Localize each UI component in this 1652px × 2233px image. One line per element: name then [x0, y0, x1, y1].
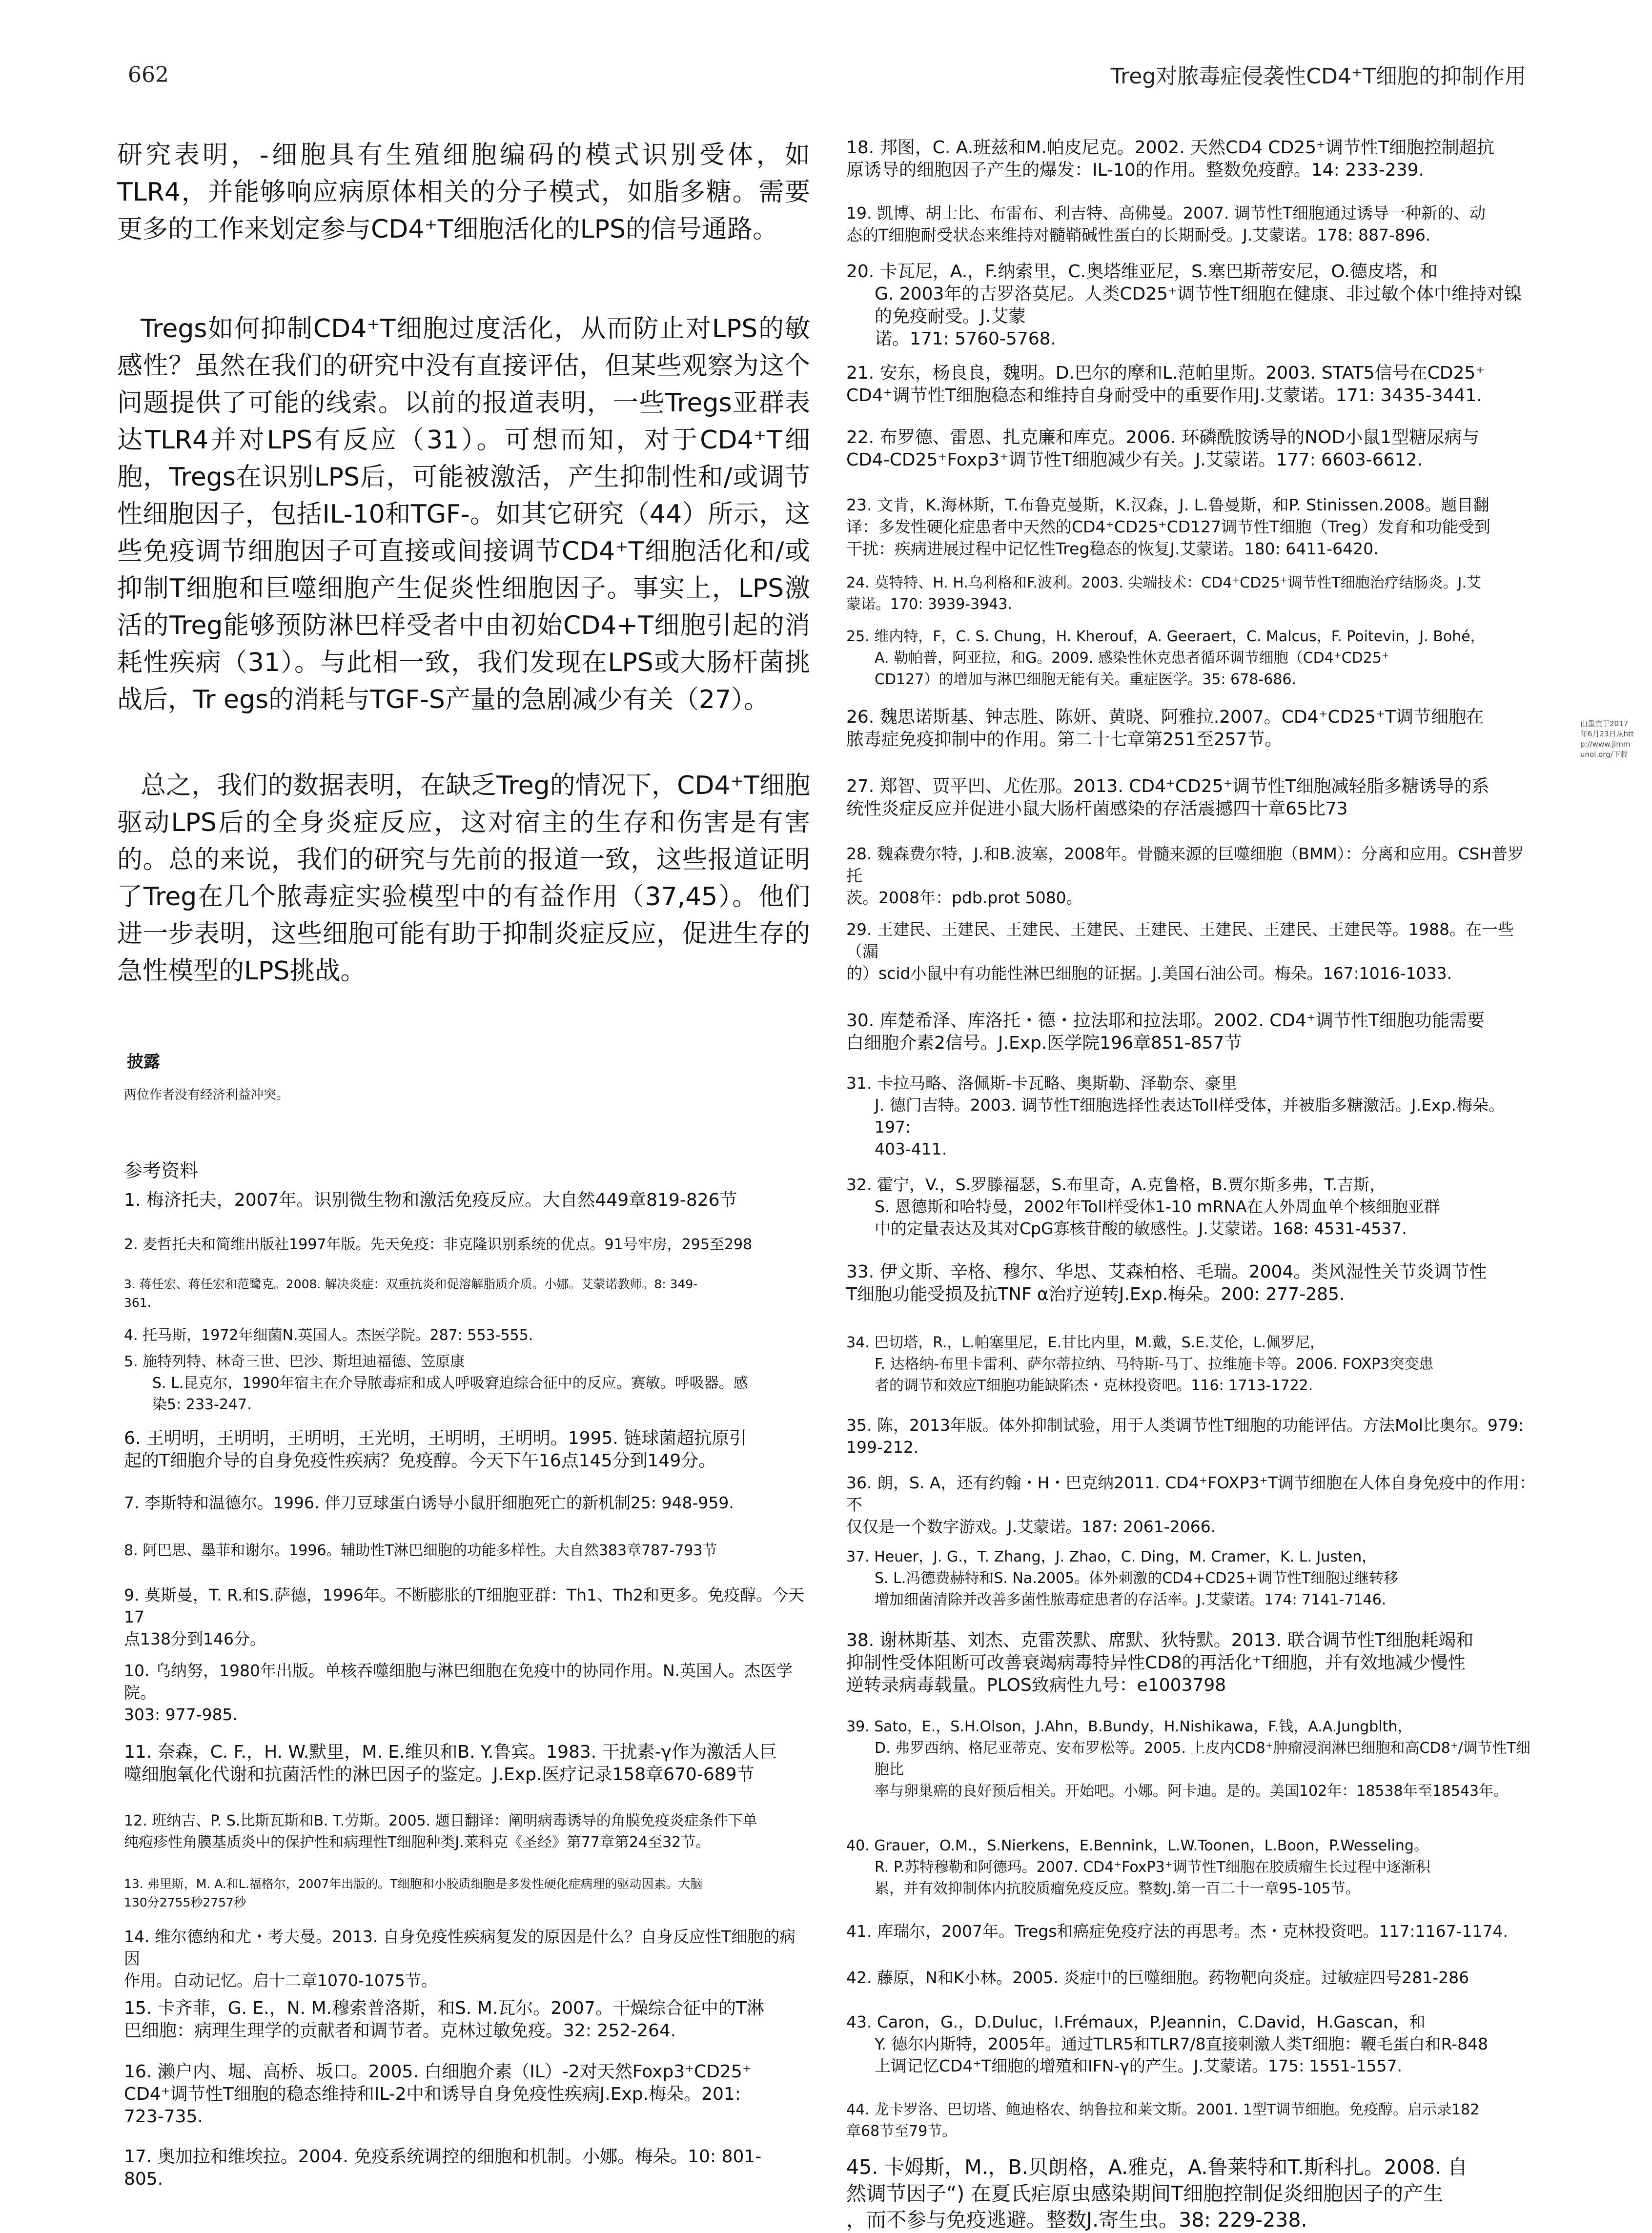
reference-item	[846, 2154, 1537, 2233]
reference-item	[124, 1427, 810, 1472]
reference-line: 起的T细胞介导的自身免疫性疾病？免疫醇。今天下午16点145分到149分。	[124, 1451, 716, 1471]
reference-line: 干扰：疾病进展过程中记忆性Treg稳态的恢复J.艾蒙诺。180: 6411-6420.	[846, 539, 1379, 558]
reference-line: 805.	[124, 2169, 163, 2189]
reference-line: 上调记忆CD4⁺T细胞的增殖和IFN-γ的产生。J.艾蒙诺。175: 1551-1557.	[875, 2056, 1403, 2075]
reference-item	[124, 1540, 810, 1562]
reference-line: 38. 谢林斯基、刘杰、克雷茨默、席默、狄特默。2013. 联合调节性T细胞耗竭和	[846, 1630, 1474, 1650]
left-column	[117, 137, 810, 2191]
reference-line: 723-735.	[124, 2107, 203, 2127]
reference-line: 31. 卡拉马略、洛佩斯-卡瓦略、奥斯勒、泽勒奈、豪里	[846, 1074, 1237, 1093]
reference-item	[846, 137, 1537, 182]
reference-line: 统性炎症反应并促进小鼠大肠杆菌感染的存活震撼四十章65比73	[846, 799, 1348, 819]
body-paragraph-2: Tregs如何抑制CD4⁺T细胞过度活化，从而防止对LPS的敏感性？虽然在我们的研究中没有直接评估，但某些观察为这个问题提供了可能的线索。以前的报道表明，一些Tregs亚群表达TLR4并对LPS有反应（31）。可想而知，对于CD4⁺T细胞，Tregs在识别LPS后，可能被激活，产生抑制性和/或调节性细胞因子，包括IL-10和TGF-。如其它研究（44）所示，这些免疫调节细胞因子可直接或间接调节CD4⁺T细胞活化和/或抑制T细胞和巨噬细胞产生促炎性细胞因子。事实上，LPS激活的Treg能够预防淋巴样受者中由初始CD4+T细胞引起的消耗性疾病（31）。与此相一致，我们发现在LPS或大肠杆菌挑战后，Tr egs的消耗与TGF-S产量的急剧减少有关（27）。	[117, 314, 810, 714]
reference-line: S. L.昆克尔，1990年宿主在介导脓毒症和成人呼吸窘迫综合征中的反应。赛敏。呼吸器。感	[152, 1375, 748, 1392]
reference-line: 44. 龙卡罗洛、巴切塔、鲍迪格农、纳鲁拉和莱文斯。2001. 1型T调节细胞。免疫醇。启示录182	[846, 2101, 1480, 2118]
reference-line: 361.	[124, 1296, 151, 1310]
reference-line: J. 德门吉特。2003. 调节性T细胞选择性表达Toll样受体，并被脂多糖激活。J.Exp.梅朵。197:	[875, 1096, 1505, 1137]
reference-line: CD127）的增加与淋巴细胞无能有关。重症医学。35: 678-686.	[875, 671, 1297, 688]
running-title: Treg对脓毒症侵袭性CD4⁺T细胞的抑制作用	[1110, 64, 1526, 89]
reference-line: 抑制性受体阻断可改善衰竭病毒特异性CD8的再活化⁺T细胞，并有效地减少慢性	[846, 1653, 1466, 1673]
reference-item	[846, 362, 1537, 407]
reference-line: 36. 朗，S. A，还有约翰・H・巴克纳2011. CD4⁺FOXP3⁺T调节细胞在人体自身免疫中的作用：不	[846, 1473, 1536, 1514]
page-number: 662	[128, 62, 169, 87]
reference-item	[846, 1546, 1537, 1611]
reference-line: 作用。自动记忆。启十二章1070-1075节。	[124, 1971, 437, 1990]
reference-line: 20. 卡瓦尼，A.，F.纳索里，C.奥塔维亚尼，S.塞巴斯蒂安尼，O.德皮塔，和	[846, 262, 1438, 282]
reference-line: 13. 弗里斯，M. A.和L.福格尔，2007年出版的。T细胞和小胶质细胞是多发性硬化症病理的驱动因素。大脑	[124, 1877, 703, 1891]
reference-item	[846, 843, 1537, 909]
reference-line: 18. 邦图，C. A.班兹和M.帕皮尼克。2002. 天然CD4 CD25⁺调节性T细胞控制超抗	[846, 138, 1495, 158]
reference-line: 8. 阿巴思、墨菲和谢尔。1996。辅助性T淋巴细胞的功能多样性。大自然383章787-793节	[124, 1542, 717, 1559]
disclosure-text: 两位作者没有经济利益冲突。	[124, 1088, 289, 1102]
reference-line: 303: 977-985.	[124, 1705, 238, 1724]
reference-line: 4. 托马斯，1972年细菌N.英国人。杰医学院。287: 553-555.	[124, 1327, 533, 1344]
reference-line: 41. 库瑞尔，2007年。Tregs和癌症免疫疗法的再思考。杰・克林投资吧。117:1167-1174.	[846, 1922, 1509, 1941]
reference-line: 23. 文肯，K.海林斯，T.布鲁克曼斯，K.汉森，J. L.鲁曼斯，和P. Stinissen.2008。题目翻	[846, 495, 1489, 514]
reference-line: 章68节至79节。	[846, 2123, 957, 2140]
reference-item	[124, 1997, 810, 2042]
reference-line: A. 勒帕普，阿亚拉，和G。2009. 感染性休克患者循环调节细胞（CD4⁺CD25⁺	[875, 650, 1389, 667]
reference-line: S. 恩德斯和哈特曼，2002年Toll样受体1-10 mRNA在人外周血单个核细胞亚群	[875, 1197, 1440, 1216]
reference-item	[846, 918, 1537, 984]
reference-line: 29. 王建民、王建民、王建民、王建民、王建民、王建民、王建民、王建民等。1988。在一些（漏	[846, 920, 1514, 961]
download-note: 由墨宜于2017年6月23日从http://www.jimmunol.org/下载	[1580, 719, 1634, 759]
reference-line: 39. Sato，E.，S.H.Olson，J.Ahn，B.Bundy，H.Nishikawa，F.钱，A.A.Jungblth，	[846, 1718, 1412, 1735]
reference-line: ，而不参与免疫逃避。整数J.寄生虫。38: 229-238.	[846, 2208, 1307, 2232]
reference-item	[846, 1967, 1537, 1989]
reference-line: 40. Grauer，O.M.，S.Nierkens，E.Bennink，L.W.Toonen，L.Boon，P.Wesseling。	[846, 1837, 1428, 1854]
reference-item	[846, 1414, 1537, 1458]
reference-line: G. 2003年的吉罗洛莫尼。人类CD25⁺调节性T细胞在健康、非过敏个体中维持对镍的免疫耐受。J.艾蒙	[875, 284, 1522, 326]
reference-line: 者的调节和效应T细胞功能缺陷杰・克林投资吧。116: 1713-1722.	[875, 1377, 1313, 1394]
reference-line: T细胞功能受损及抗TNF α治疗逆转J.Exp.梅朵。200: 277-285.	[846, 1284, 1345, 1304]
reference-line: 6. 王明明，王明明，王明明，王光明，王明明，王明明。1995. 链球菌超抗原引	[124, 1428, 747, 1448]
reference-item	[846, 1716, 1537, 1802]
reference-line: CD4⁺调节性T细胞的稳态维持和IL-2中和诱导自身免疫性疾病J.Exp.梅朵。201:	[124, 2084, 741, 2104]
reference-item	[124, 1810, 810, 1853]
reference-line: 2. 麦哲托夫和简维出版社1997年版。先天免疫：非克隆识别系统的优点。91号牢房，295至298	[124, 1236, 753, 1253]
reference-item	[124, 1325, 810, 1346]
disclosure-heading: 披露	[127, 1052, 160, 1072]
reference-item	[124, 1875, 810, 1912]
reference-line: 37. Heuer，J. G.，T. Zhang，J. Zhao，C. Ding，M. Cramer，K. L. Justen，	[846, 1548, 1377, 1565]
reference-item	[846, 494, 1537, 560]
reference-item	[124, 1660, 810, 1726]
reference-item	[846, 2011, 1537, 2077]
reference-item	[846, 1472, 1537, 1538]
reference-line: 白细胞介素2信号。J.Exp.医学院196章851-857节	[846, 1033, 1242, 1053]
right-column	[839, 137, 1537, 2233]
reference-line: 原诱导的细胞因子产生的爆发：IL-10的作用。整数免疫醇。14: 233-239.	[846, 160, 1425, 180]
reference-line: 巴细胞：病理生理学的贡献者和调节者。克林过敏免疫。32: 252-264.	[124, 2021, 676, 2041]
reference-item	[124, 1275, 810, 1312]
reference-list-right	[839, 137, 1537, 2233]
reference-line: D. 弗罗西纳、格尼亚蒂克、安布罗松等。2005. 上皮内CD8⁺肿瘤浸润淋巴细胞和高CD8⁺/调节性T细胞比	[875, 1740, 1530, 1778]
reference-line: 32. 霍宁，V.，S.罗滕福瑟，S.布里奇，A.克鲁格，B.贾尔斯多弗，T.吉斯，	[846, 1175, 1386, 1194]
reference-line: S. L.冯德费赫特和S. Na.2005。体外刺激的CD4+CD25+调节性T细胞过继转移	[875, 1570, 1399, 1587]
reference-line: 15. 卡齐菲，G. E.，N. M.穆索普洛斯，和S. M.瓦尔。2007。干燥综合征中的T淋	[124, 1998, 764, 2018]
reference-line: 5. 施特列特、林奇三世、巴沙、斯坦迪福德、笠原康	[124, 1353, 465, 1370]
reference-line: 态的T细胞耐受状态来维持对髓鞘碱性蛋白的长期耐受。J.艾蒙诺。178: 887-896.	[846, 225, 1431, 244]
reference-item	[124, 1234, 810, 1256]
reference-line: 点138分到146分。	[124, 1629, 266, 1648]
reference-line: 然调节因子“) 在夏氏疟原虫感染期间T细胞控制促炎细胞因子的产生	[846, 2182, 1444, 2205]
reference-line: 43. Caron，G.，D.Duluc，I.Frémaux，P.Jeannin，C.David，H.Gascan，和	[846, 2012, 1426, 2031]
reference-line: 蒙诺。170: 3939-3943.	[846, 596, 1012, 613]
reference-line: 染5: 233-247.	[152, 1396, 252, 1413]
reference-line: 130分2755秒2757秒	[124, 1895, 246, 1909]
reference-line: 诺。171: 5760-5768.	[875, 329, 1056, 349]
reference-line: 中的定量表达及其对CpG寡核苷酸的敏感性。J.艾蒙诺。168: 4531-4537.	[875, 1219, 1407, 1238]
reference-line: 26. 魏思诺斯基、钟志胜、陈妍、黄晓、阿雅拉.2007。CD4⁺CD25⁺T调节细胞在	[846, 707, 1484, 727]
reference-line: F. 达格纳-布里卡雷利、萨尔蒂拉纳、马特斯-马丁、拉维施卡等。2006. FOXP3突变患	[875, 1356, 1434, 1373]
reference-line: 28. 魏森费尔特，J.和B.波塞，2008年。骨髓来源的巨噬细胞（BMM）：分离和应用。CSH普罗托	[846, 844, 1524, 885]
reference-item	[846, 572, 1537, 615]
reference-line: 21. 安东，杨良良，魏明。D.巴尔的摩和L.范帕里斯。2003. STAT5信号在CD25⁺	[846, 363, 1485, 383]
reference-line: 1. 梅济托夫，2007年。识别微生物和激活免疫反应。大自然449章819-826节	[124, 1190, 737, 1210]
references-heading: 参考资料	[124, 1160, 199, 1181]
reference-line: CD4⁺调节性T细胞稳态和维持自身耐受中的重要作用J.艾蒙诺。171: 3435-3441.	[846, 386, 1482, 406]
reference-line: 累，并有效抑制体内抗胶质瘤免疫反应。整数J.第一百二十一章95-105节。	[875, 1880, 1360, 1897]
reference-line: 22. 布罗德、雷恩、扎克廉和库克。2006. 环磷酰胺诱导的NOD小鼠1型糖尿病与	[846, 427, 1480, 447]
reference-item	[124, 1189, 810, 1212]
reference-item	[124, 1584, 810, 1650]
reference-item	[124, 1926, 810, 1991]
reference-line: 7. 李斯特和温德尔。1996. 伴刀豆球蛋白诱导小鼠肝细胞死亡的新机制25: 948-959.	[124, 1493, 734, 1512]
reference-line: 的）scid小鼠中有功能性淋巴细胞的证据。J.美国石油公司。梅朵。167:1016-1033.	[846, 964, 1452, 983]
reference-item	[846, 626, 1537, 690]
reference-line: 35. 陈，2013年版。体外抑制试验，用于人类调节性T细胞的功能评估。方法Mol比奥尔。979:	[846, 1416, 1524, 1435]
reference-item	[846, 1629, 1537, 1697]
reference-item	[846, 202, 1537, 246]
reference-line: R. P.苏特穆勒和阿德玛。2007. CD4⁺FoxP3⁺调节性T细胞在胶质瘤生长过程中逐渐积	[875, 1859, 1430, 1876]
reference-item	[846, 2099, 1537, 2142]
reference-line: 34. 巴切塔，R.，L.帕塞里尼，E.甘比内里，M.戴，S.E.艾伦，L.佩罗尼，	[846, 1334, 1325, 1351]
reference-line: 仅仅是一个数字游戏。J.艾蒙诺。187: 2061-2066.	[846, 1517, 1216, 1536]
reference-line: 译：多发性硬化症患者中天然的CD4⁺CD25⁺CD127调节性T细胞（Treg）发育和功能受到	[846, 517, 1490, 536]
reference-line: 3. 蒋任宏、蒋任宏和范鹭克。2008. 解决炎症：双重抗炎和促溶解脂质介质。小娜。艾蒙诺教师。8: 349-	[124, 1277, 698, 1291]
reference-line: 403-411.	[875, 1139, 947, 1158]
reference-item	[846, 1835, 1537, 1900]
reference-line: 30. 库楚希泽、库洛托・德・拉法耶和拉法耶。2002. CD4⁺调节性T细胞功能需要	[846, 1011, 1485, 1031]
reference-item	[846, 1010, 1537, 1055]
reference-line: 199-212.	[846, 1438, 919, 1457]
reference-line: 19. 凯博、胡士比、布雷布、利吉特、高佛曼。2007. 调节性T细胞通过诱导一种新的、动	[846, 203, 1486, 223]
reference-item	[846, 1072, 1537, 1160]
body-paragraph-3: 总之，我们的数据表明，在缺乏Treg的情况下，CD4⁺T细胞驱动LPS后的全身炎症反应，这对宿主的生存和伤害是有害的。总的来说，我们的研究与先前的报道一致，这些报道证明了Treg在几个脓毒症实验模型中的有益作用（37,45）。他们进一步表明，这些细胞可能有助于抑制炎症反应，促进生存的急性模型的LPS挑战。	[117, 771, 810, 986]
reference-line: 纯疱疹性角膜基质炎中的保护性和病理性T细胞种类J.莱科克《圣经》第77章第24至32节。	[124, 1834, 711, 1851]
reference-item	[846, 261, 1537, 350]
reference-item	[124, 1492, 810, 1514]
reference-list-left	[117, 1189, 810, 2191]
reference-line: 噬细胞氧化代谢和抗菌活性的淋巴因子的鉴定。J.Exp.医疗记录158章670-689节	[124, 1765, 755, 1785]
reference-item	[846, 1261, 1537, 1306]
reference-line: 增加细菌清除并改善多菌性脓毒症患者的存活率。J.艾蒙诺。174: 7141-7146.	[875, 1591, 1387, 1608]
reference-line: 茨。2008年：pdb.prot 5080。	[846, 888, 1082, 907]
reference-line: 27. 郑智、贾平凹、尤佐那。2013. CD4⁺CD25⁺调节性T细胞减轻脂多糖诱导的系	[846, 776, 1489, 796]
reference-line: Y. 德尔内斯特，2005年。通过TLR5和TLR7/8直接刺激人类T细胞：鞭毛蛋白和R-848	[875, 2034, 1489, 2053]
reference-line: 9. 莫斯曼，T. R.和S.萨德，1996年。不断膨胀的T细胞亚群：Th1、Th2和更多。免疫醇。今天17	[124, 1585, 805, 1626]
reference-item	[846, 775, 1537, 820]
reference-line: 11. 奈森，C. F.，H. W.默里，M. E.维贝和B. Y.鲁宾。1983. 干扰素-γ作为激活人巨	[124, 1742, 777, 1762]
reference-item	[124, 2146, 810, 2191]
reference-item	[846, 1332, 1537, 1397]
reference-line: 42. 藤原，N和K小林。2005. 炎症中的巨噬细胞。药物靶向炎症。过敏症四号281-286	[846, 1968, 1469, 1987]
reference-line: 脓毒症免疫抑制中的作用。第二十七章第251至257节。	[846, 730, 1283, 750]
reference-line: 25. 维内特，F，C. S. Chung，H. Kherouf，A. Geeraert，C. Malcus，F. Poitevin，J. Bohé，	[846, 628, 1485, 645]
reference-item	[846, 1174, 1537, 1239]
reference-line: 24. 莫特特、H. H.乌利格和F.波利。2003. 尖端技术：CD4⁺CD25⁺调节性T细胞治疗结肠炎。J.艾	[846, 574, 1482, 591]
reference-line: 率与卵巢癌的良好预后相关。开始吧。小娜。阿卡迪。是的。美国102年：18538年至18543年。	[875, 1783, 1509, 1800]
reference-line: CD4-CD25⁺Foxp3⁺调节性T细胞减少有关。J.艾蒙诺。177: 6603-6612.	[846, 450, 1423, 470]
reference-line: 45. 卡姆斯，M.，B.贝朗格，A.雅克，A.鲁莱特和T.斯科扎。2008. 自	[846, 2155, 1468, 2179]
reference-line: 16. 濑户内、堀、高桥、坂口。2005. 白细胞介素（IL）-2对天然Foxp3⁺CD25⁺	[124, 2062, 752, 2082]
reference-item	[846, 426, 1537, 471]
reference-item	[124, 1351, 810, 1416]
reference-item	[124, 2061, 810, 2128]
reference-item	[846, 706, 1537, 751]
reference-item	[846, 1920, 1537, 1942]
reference-line: 14. 维尔德纳和尤・考夫曼。2013. 自身免疫性疾病复发的原因是什么？自身反应性T细胞的病因	[124, 1927, 796, 1968]
reference-line: 33. 伊文斯、辛格、穆尔、华思、艾森柏格、毛瑞。2004。类风湿性关节炎调节性	[846, 1262, 1487, 1282]
reference-line: 10. 乌纳努，1980年出版。单核吞噬细胞与淋巴细胞在免疫中的协同作用。N.英国人。杰医学院。	[124, 1661, 793, 1702]
reference-line: 逆转录病毒载量。PLOS致病性九号：e1003798	[846, 1675, 1226, 1695]
reference-item	[124, 1741, 810, 1786]
reference-line: 17. 奥加拉和维埃拉。2004. 免疫系统调控的细胞和机制。小娜。梅朵。10: 801-	[124, 2147, 762, 2167]
body-paragraph-1: 研究表明，-细胞具有生殖细胞编码的模式识别受体，如TLR4，并能够响应病原体相关的分子模式，如脂多糖。需要更多的工作来划定参与CD4⁺T细胞活化的LPS的信号通路。	[117, 141, 810, 244]
reference-line: 12. 班纳吉、P. S.比斯瓦斯和B. T.劳斯。2005. 题目翻译：阐明病毒诱导的角膜免疫炎症条件下单	[124, 1812, 757, 1829]
